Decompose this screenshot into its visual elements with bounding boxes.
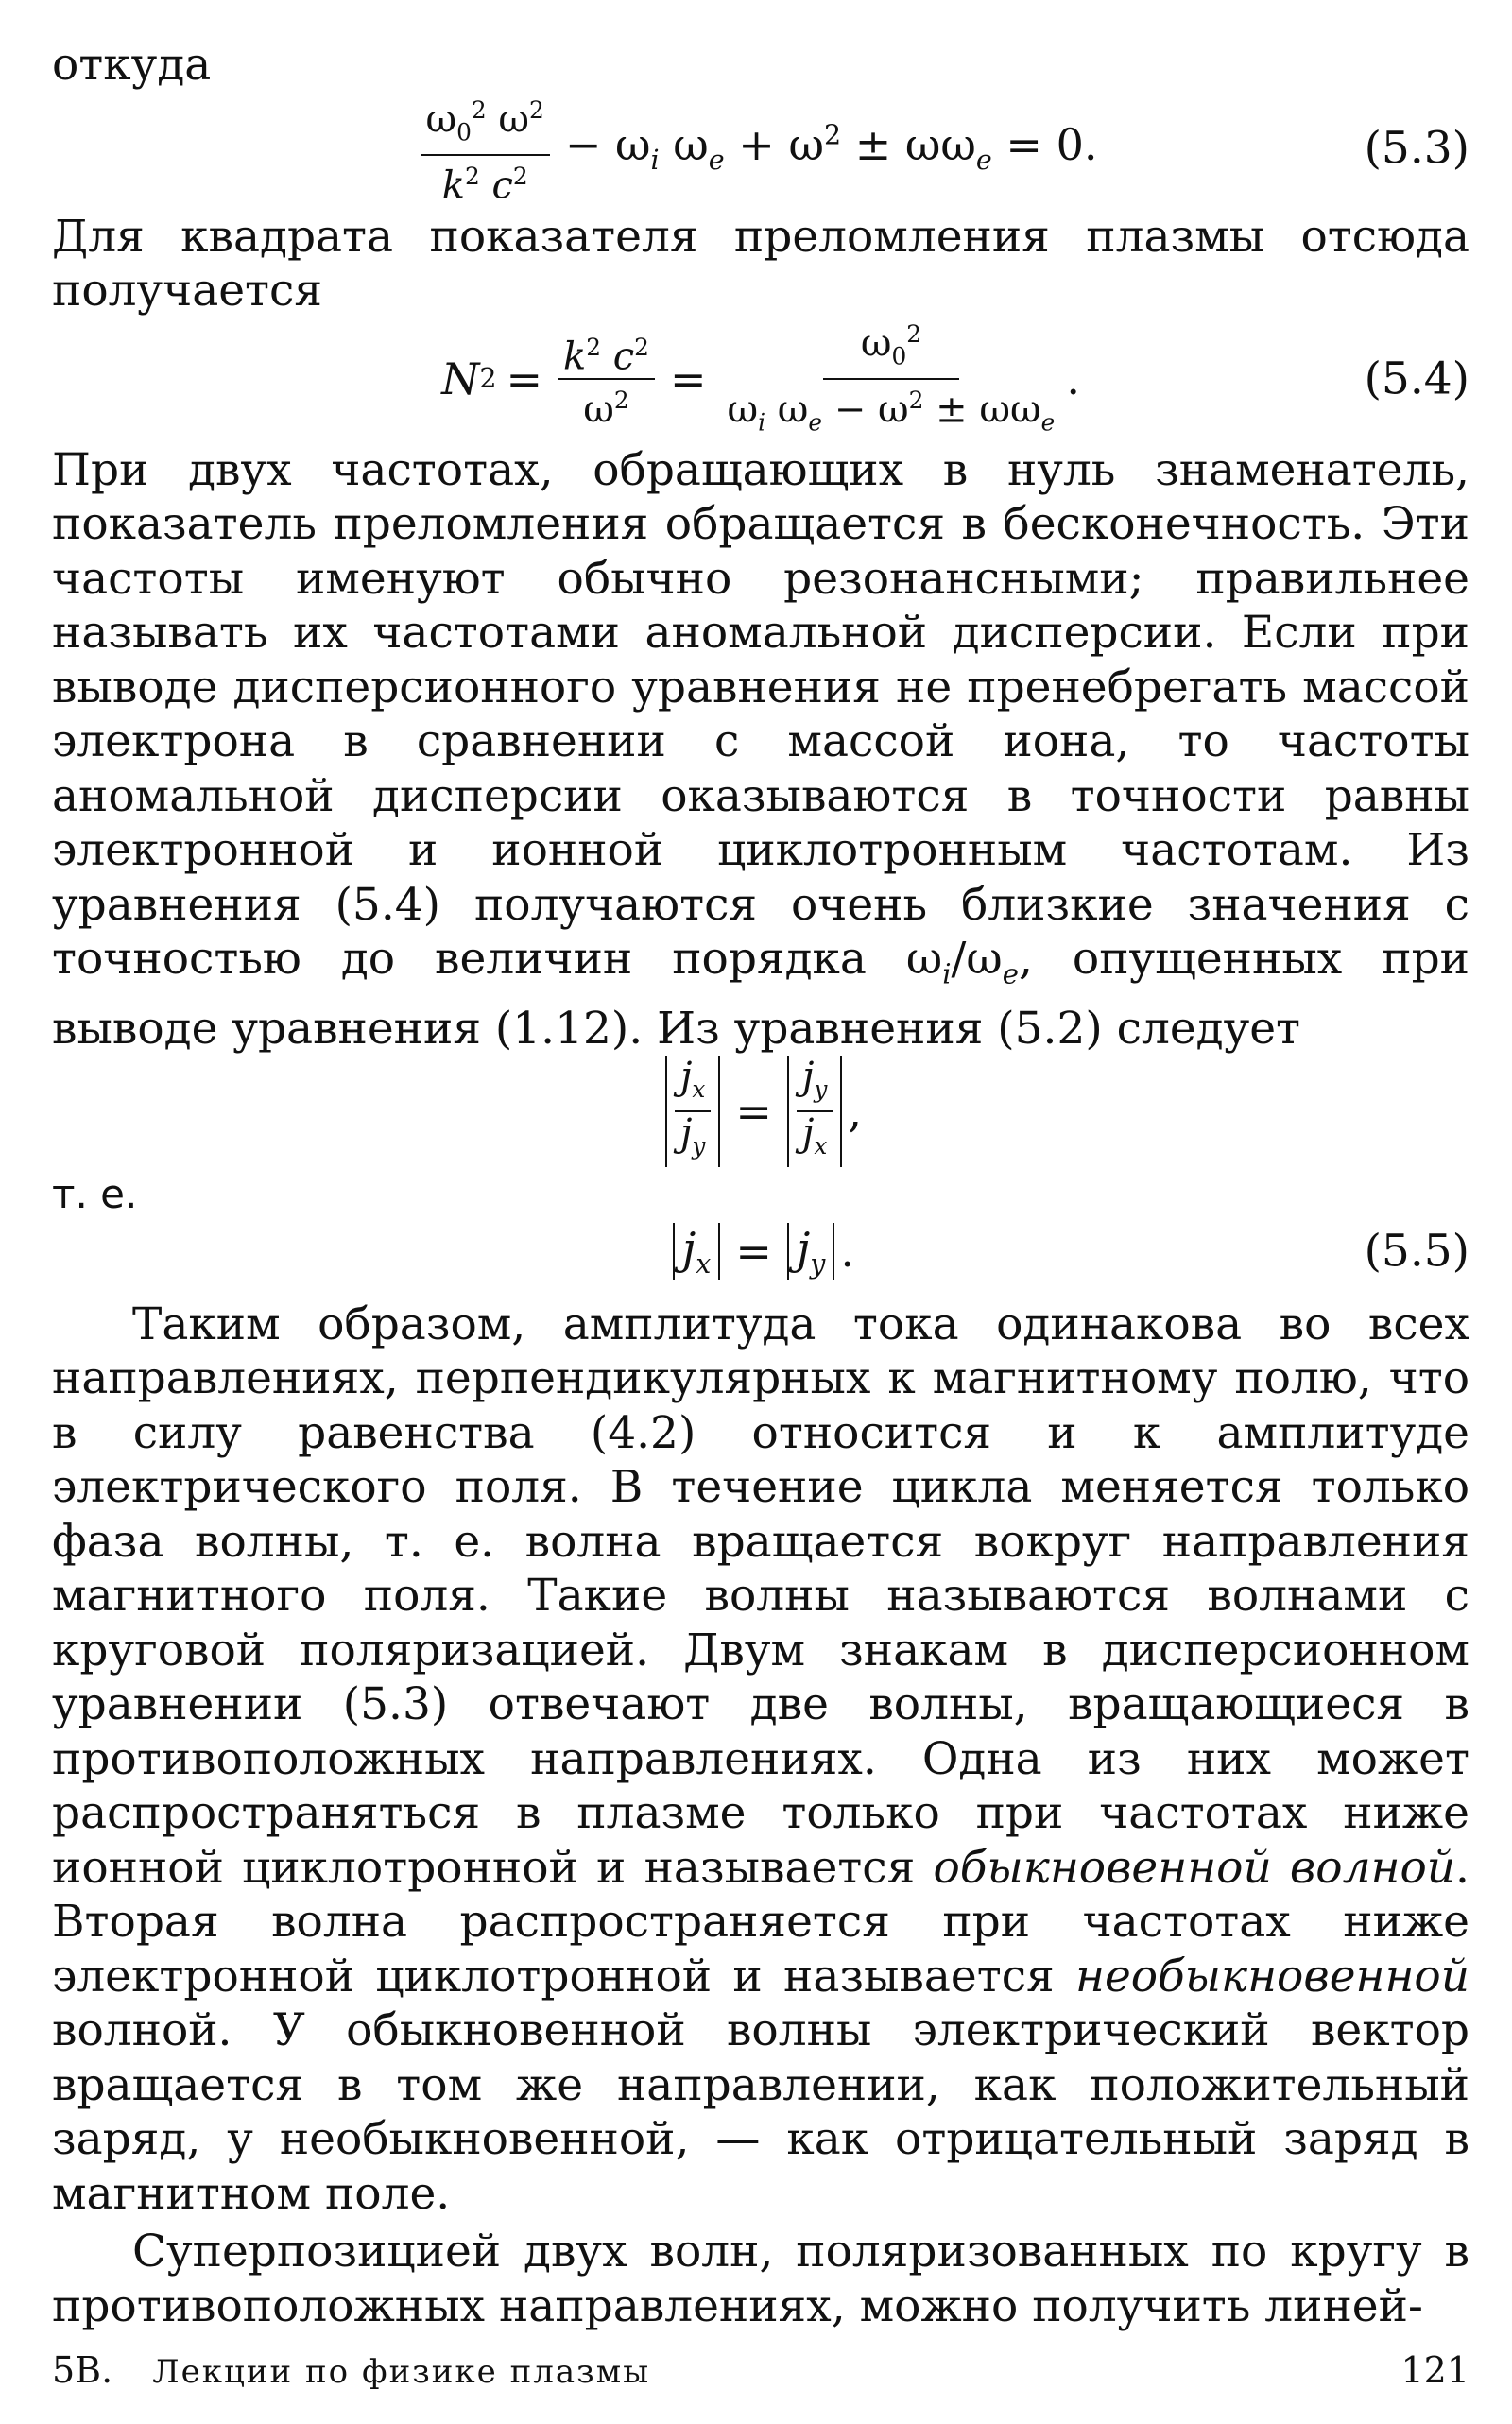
- paragraph-polarization: Таким образом, амплитуда тока одинакова во всех направлениях, перпендикулярных к магнитному полю, что в силу равенства (4.2) относится и к амплитуде электрического поля. В течение цикла меняется только фаза волны, т. е. волна вращается вокруг направления магнитного поля. Такие волны называются волнами с круговой поляризацией. Двум знакам в дисперсионном уравнении (5.3) отвечают две волны, вращающиеся в противоположных направлениях. Одна из них может распространяться в плазме только при частотах ниже ионной циклотронной и называется обыкновенной волной. Вторая волна распространяется при частотах ниже электронной циклотронной и называется необыкновенной волной. У обыкновенной волны электрический вектор вращается в том же направлении, как положительный заряд, у необыкновенной, — как отрицательный заряд в магнитном поле.: [52, 1298, 1469, 2220]
- term-ordinary-wave: обыкновенной волной: [933, 1841, 1456, 1894]
- text-block-polarization: [52, 1298, 1469, 2334]
- text-block-ie: [52, 1167, 1469, 1222]
- equation-number-5-4: (5.4): [1364, 352, 1469, 404]
- eq-5-4-fraction-2: $\frac{\omega_0^2}{\omega_i \omega_e - \omega^2 \pm \omega\omega_e}$: [722, 314, 1061, 443]
- page: [52, 38, 1469, 2391]
- paragraph-resonance: При двух частотах, обращающих в нуль знаменатель, показатель преломления обращается в бесконечность. Эти частоты именуют обычно резонансными; правильнее называть их частотами аномальной дисперсии. Если при выводе дисперсионного уравнения не пренебрегать массой электрона в сравнении с массой иона, то частоты аномальной дисперсии оказываются в точности равны электронной и ионной циклотронным частотам. Из уравнения (5.4) получаются очень близкие значения с точностью до величин порядка $\omega_i/\omega_e$, опущенных при выводе уравнения (1.12). Из уравнения (5.2) следует: [52, 443, 1469, 1055]
- footer-signature: 5В.: [52, 2349, 113, 2391]
- text-block-resonance: [52, 443, 1469, 1057]
- term-extraordinary-wave: необыкновенной: [1074, 1950, 1469, 2003]
- equation-5-5: $j_x$ = $j_y$ . (5.5): [52, 1222, 1469, 1281]
- equation-5-3: $\frac{\omega_0^2 \omega^2}{k^2 c^2}$ − $\omega_i$ $\omega_e + \omega^2 \pm \omega\omega_e = 0$. (5.3): [52, 93, 1469, 204]
- eq-5-4-fraction-1: $\frac{k^2 c^2}{\omega^2}$: [558, 327, 655, 430]
- equation-5-4: N 2 = $\frac{k^2 c^2}{\omega^2}$ = $\frac{\omega_0^2}{\omega_i \omega_e - \omega^2 \pm \omega\omega_e}$ . (5.4): [52, 318, 1469, 439]
- eq-5-3-fraction: $\frac{\omega_0^2 \omega^2}{k^2 c^2}$: [421, 90, 550, 206]
- equation-number-5-3: (5.3): [1364, 122, 1469, 174]
- equation-number-5-5: (5.5): [1364, 1225, 1469, 1278]
- footer-book-title: Лекции по физике плазмы: [152, 2353, 651, 2391]
- paragraph-superposition: Суперпозицией двух волн, поляризованных по кругу в противоположных направлениях, можно получить линей-: [52, 2226, 1469, 2332]
- text-block-refraction: [52, 210, 1469, 318]
- equation-ratio: $\frac{j_x}{j_y}$ = $\frac{j_y}{j_x}$ ,: [52, 1056, 1469, 1167]
- page-footer: [52, 2334, 1469, 2391]
- footer-page-number: 121: [1400, 2349, 1469, 2391]
- text-block-top: [52, 38, 1469, 93]
- intro-word: откуда: [52, 39, 212, 91]
- footer-left: [52, 2349, 679, 2391]
- paragraph-refraction: Для квадрата показателя преломления плазмы отсюда получается: [52, 210, 1469, 317]
- ie-word: т. е.: [52, 1171, 138, 1218]
